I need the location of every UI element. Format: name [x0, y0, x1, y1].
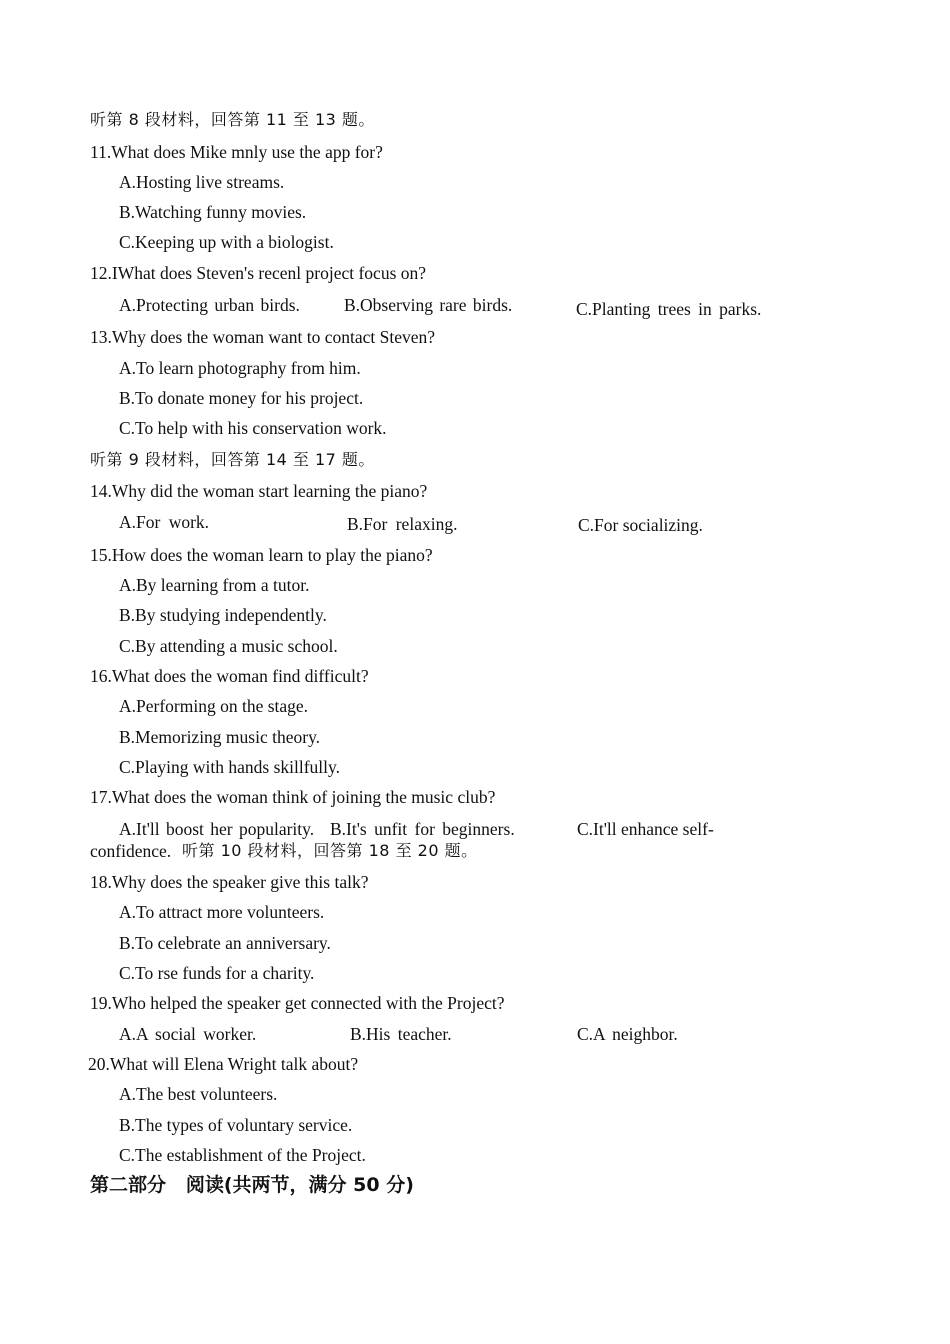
q17-option-a: A.It'll boost her popularity. [119, 819, 315, 839]
q14-option-a: A.For work. [119, 512, 210, 532]
q13-option-b: B.To donate money for his project. [119, 388, 364, 408]
q17-option-c: C.It'll enhance self- [577, 819, 714, 839]
q18-option-c: C.To rse funds for a charity. [119, 963, 315, 983]
q12-option-c: C.Planting trees in parks. [576, 299, 762, 319]
q15-option-c: C.By attending a music school. [119, 636, 338, 656]
q18-option-a: A.To attract more volunteers. [119, 902, 325, 922]
q14-option-c: C.For socializing. [578, 515, 703, 535]
question-20: 20.What will Elena Wright talk about? [88, 1054, 359, 1074]
question-18: 18.Why does the speaker give this talk? [90, 872, 369, 892]
q17-option-c-continued: confidence. [90, 841, 172, 861]
q14-option-b: B.For relaxing. [347, 514, 458, 534]
q20-option-b: B.The types of voluntary service. [119, 1115, 353, 1135]
q15-option-b: B.By studying independently. [119, 605, 327, 625]
q11-option-a: A.Hosting live streams. [119, 172, 285, 192]
q11-option-b: B.Watching funny movies. [119, 202, 307, 222]
section-9-instruction: 听第 9 段材料，回答第 14 至 17 题。 [90, 450, 375, 469]
q16-option-b: B.Memorizing music theory. [119, 727, 321, 747]
q19-option-c: C.A neighbor. [577, 1024, 678, 1044]
q15-option-a: A.By learning from a tutor. [119, 575, 310, 595]
question-19: 19.Who helped the speaker get connected with the Project? [90, 993, 505, 1013]
q13-option-a: A.To learn photography from him. [119, 358, 361, 378]
question-16: 16.What does the woman find difficult? [90, 666, 369, 686]
q16-option-c: C.Playing with hands skillfully. [119, 757, 341, 777]
section-8-instruction: 听第 8 段材料，回答第 11 至 13 题。 [90, 110, 375, 129]
section-10-instruction: 听第 10 段材料，回答第 18 至 20 题。 [182, 841, 478, 860]
question-13: 13.Why does the woman want to contact Steven? [90, 327, 436, 347]
part-two-heading: 第二部分 阅读(共两节，满分 50 分) [90, 1174, 414, 1196]
q12-option-a: A.Protecting urban birds. [119, 295, 300, 315]
q12-option-b: B.Observing rare birds. [344, 295, 513, 315]
q16-option-a: A.Performing on the stage. [119, 696, 309, 716]
q11-option-c: C.Keeping up with a biologist. [119, 232, 334, 252]
question-14: 14.Why did the woman start learning the piano? [90, 481, 428, 501]
question-17: 17.What does the woman think of joining the music club? [90, 787, 496, 807]
q13-option-c: C.To help with his conservation work. [119, 418, 387, 438]
question-11: 11.What does Mike mnly use the app for? [90, 142, 383, 162]
question-15: 15.How does the woman learn to play the piano? [90, 545, 433, 565]
q19-option-b: B.His teacher. [350, 1024, 452, 1044]
q19-option-a: A.A social worker. [119, 1024, 257, 1044]
q18-option-b: B.To celebrate an anniversary. [119, 933, 331, 953]
q17-option-b: B.It's unfit for beginners. [330, 819, 515, 839]
question-12: 12.IWhat does Steven's recenl project focus on? [90, 263, 427, 283]
q20-option-a: A.The best volunteers. [119, 1084, 278, 1104]
q20-option-c: C.The establishment of the Project. [119, 1145, 366, 1165]
